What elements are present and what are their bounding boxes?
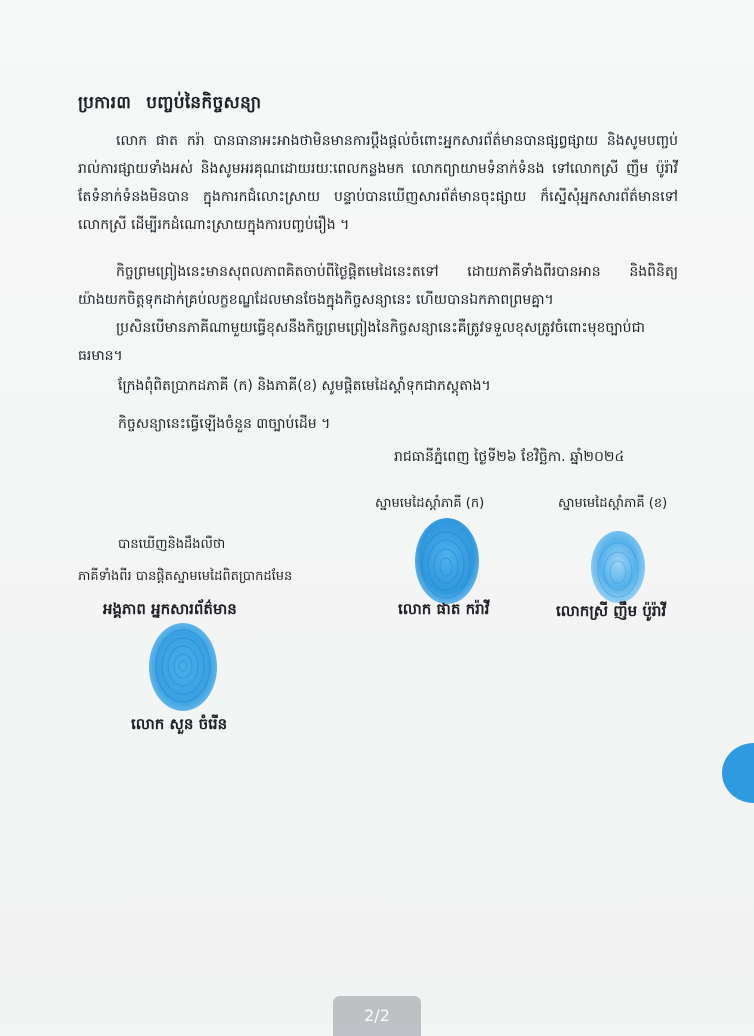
both-parties-note: ភាគីទាំងពីរ បានផ្ដិតស្នាមមេដៃពិតប្រាកដមែន [78,569,293,584]
paragraph-2: កិច្ចព្រមព្រៀងនេះមានសុពលភាពគិតចាប់ពីថ្ងៃផ្ដិតមេដៃនេះតទៅ ដោយភាគីទាំងពីរបានអាន និងពិនិត្យយ៉ាងយកចិត្តទុកដាក់គ្រប់លក្ខខណ្ឌដែលមានចែងក្នុងកិច្ចសន្យានេះ ហើយបានឯកភាពព្រមគ្នា។ [78,264,678,308]
fingerprint-witness-icon [146,620,220,714]
article-number: ប្រការ៣ [78,93,132,113]
partial-fingerprint-icon [718,742,754,804]
organization-name: អង្គភាព អ្នកសារព័ត៌មាន [103,600,237,618]
date-line: រាជធានីភ្នំពេញ ថ្ងៃទី២៦ ខែវិច្ឆិកា. ឆ្នាំ២០២៤ [394,449,625,465]
page-indicator: 2/2 [333,996,421,1036]
article-title: បញ្ចប់នៃកិច្ចសន្យា [146,93,262,113]
party-a-name: លោក ផាត ករ៉ាវី [398,600,490,618]
article-heading [78,92,261,117]
paragraph-1: លោក ផាត ករ៉ា បានធានាអះអាងថាមិនមានការប្ដឹងផ្ដល់ចំពោះអ្នកសារព័ត៌មានបានផ្សព្វផ្សាយ និងសូមបញ្ចប់រាល់ការផ្សាយទាំងអស់ និងសូមអរគុណដោយរយៈពេលកន្លងមក លោកព្យាយាមទំនាក់ទំនង ទៅលោកស្រី ញឹម ប៉ូរ៉ាវី តែទំនាក់ទំនងមិនបាន ក្នុងការកជំលោះស្រាយ បន្ទាប់បានឃើញសារព័ត៌មានចុះផ្សាយ ក៏ស្នើសុំអ្នកសារព័ត៌មានទៅលោកស្រី ដើម្បីរកដំណោះស្រាយក្នុងការបញ្ចប់រឿង ។ [78,133,678,233]
witness-label: បានឃើញនិងដឹងលឺថា [118,537,226,552]
fingerprint-statement: ក្រែងពុំពិតប្រាកដភាគី (ក) និងភាគី(ខ) សូមផ្ដិតមេដៃស្ដាំទុកជាភស្តុតាង។ [118,378,491,394]
copies-statement: កិច្ចសន្យានេះធ្វើឡើងចំនួន ៣ច្បាប់ដើម ។ [118,416,331,432]
fingerprint-party-b-icon [588,528,648,606]
party-b-label: ស្នាមមេដៃស្ដាំភាគី (ខ) [558,496,668,511]
fingerprint-party-a-icon [412,515,482,607]
party-a-label: ស្នាមមេដៃស្ដាំភាគី (ក) [375,496,485,511]
paragraph-3: ប្រសិនបើមានភាគីណាមួយធ្វើខុសនឹងកិច្ចព្រមព្រៀងនៃកិច្ចសន្យានេះគឺត្រូវទទួលខុសត្រូវចំពោះមុខច្បាប់ជាធរមាន។ [78,320,645,364]
witness-name: លោក សួន ចំរើន [131,715,228,733]
party-b-name: លោកស្រី ញឹម ប៉ូរ៉ាវី [556,602,667,620]
